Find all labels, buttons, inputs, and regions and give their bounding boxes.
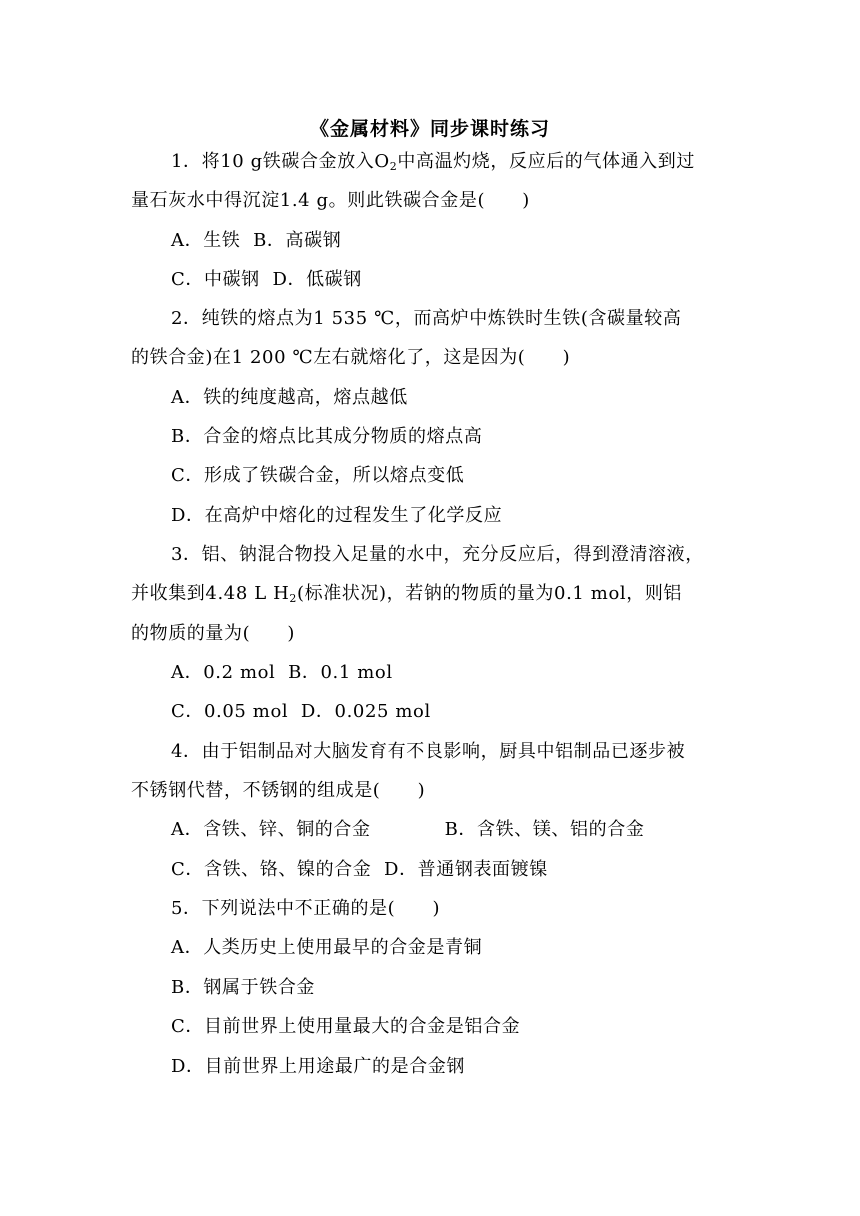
q4-option-c: C．含铁、铬、镍的合金 <box>171 859 372 880</box>
q4-stem-line-1: 4．由于铝制品对大脑发育有不良影响，厨具中铝制品已逐步被 <box>171 741 686 762</box>
q3-stem-text-b: (标准状况)，若钠的物质的量为0.1 mol，则铝 <box>296 583 683 604</box>
q3-stem-line-1: 3．铝、钠混合物投入足量的水中，充分反应后，得到澄清溶液， <box>171 544 704 565</box>
q4-option-b: B．含铁、镁、铝的合金 <box>444 819 645 840</box>
q1-options-cd <box>171 268 362 292</box>
q5-stem-line-1: 5．下列说法中不正确的是( ) <box>171 898 441 919</box>
q3-stem-line-3: 的物质的量为( ) <box>131 623 296 644</box>
q5-option-c: C．目前世界上使用量最大的合金是铝合金 <box>171 1016 521 1037</box>
q2-stem-line-2: 的铁合金)在1 200 ℃左右就熔化了，这是因为( ) <box>131 347 571 368</box>
document-title: 《金属材料》同步课时练习 <box>309 118 550 140</box>
q2-option-a: A．铁的纯度越高，熔点越低 <box>171 387 408 408</box>
q1-stem-text-a: 1．将10 g铁碳合金放入O <box>171 151 390 172</box>
q5-option-d: D．目前世界上用途最广的是合金钢 <box>171 1056 466 1077</box>
q3-option-c: C．0.05 mol <box>171 701 289 722</box>
q3-options-cd <box>171 700 431 724</box>
q3-stem-line-2 <box>131 582 682 606</box>
q2-stem-line-1: 2．纯铁的熔点为1 535 ℃，而高炉中炼铁时生铁(含碳量较高 <box>171 308 682 329</box>
q1-option-d: D．低碳钢 <box>272 269 362 290</box>
q1-stem-line-2: 量石灰水中得沉淀1.4 g。则此铁碳合金是( ) <box>131 190 530 211</box>
q3-option-d: D．0.025 mol <box>300 701 431 722</box>
q1-options-ab <box>171 229 341 253</box>
q1-stem-text-b: 中高温灼烧，反应后的气体通入到过 <box>397 151 695 172</box>
q4-stem-line-2: 不锈钢代替，不锈钢的组成是( ) <box>131 780 426 801</box>
q2-option-b: B．合金的熔点比其成分物质的熔点高 <box>171 426 483 447</box>
q1-stem-line-1 <box>171 150 695 174</box>
q1-option-a: A．生铁 <box>171 230 241 251</box>
q4-option-a: A．含铁、锌、铜的合金 <box>171 819 371 840</box>
q3-subscript: 2 <box>289 592 297 605</box>
q3-options-ab <box>171 661 393 685</box>
q1-option-c: C．中碳钢 <box>171 269 260 290</box>
q2-option-d: D．在高炉中熔化的过程发生了化学反应 <box>171 505 503 526</box>
q5-option-a: A．人类历史上使用最早的合金是青铜 <box>171 937 483 958</box>
q3-option-b: B．0.1 mol <box>288 662 393 683</box>
q2-option-c: C．形成了铁碳合金，所以熔点变低 <box>171 465 465 486</box>
q4-options-cd <box>171 858 548 882</box>
q4-options-ab <box>171 818 644 842</box>
q3-stem-text-a: 并收集到4.48 L H <box>131 583 290 604</box>
q5-option-b: B．钢属于铁合金 <box>171 977 316 998</box>
q4-option-d: D．普通钢表面镀镍 <box>384 859 548 880</box>
q3-option-a: A．0.2 mol <box>171 662 276 683</box>
q1-option-b: B．高碳钢 <box>253 230 342 251</box>
q1-subscript: 2 <box>389 160 398 173</box>
